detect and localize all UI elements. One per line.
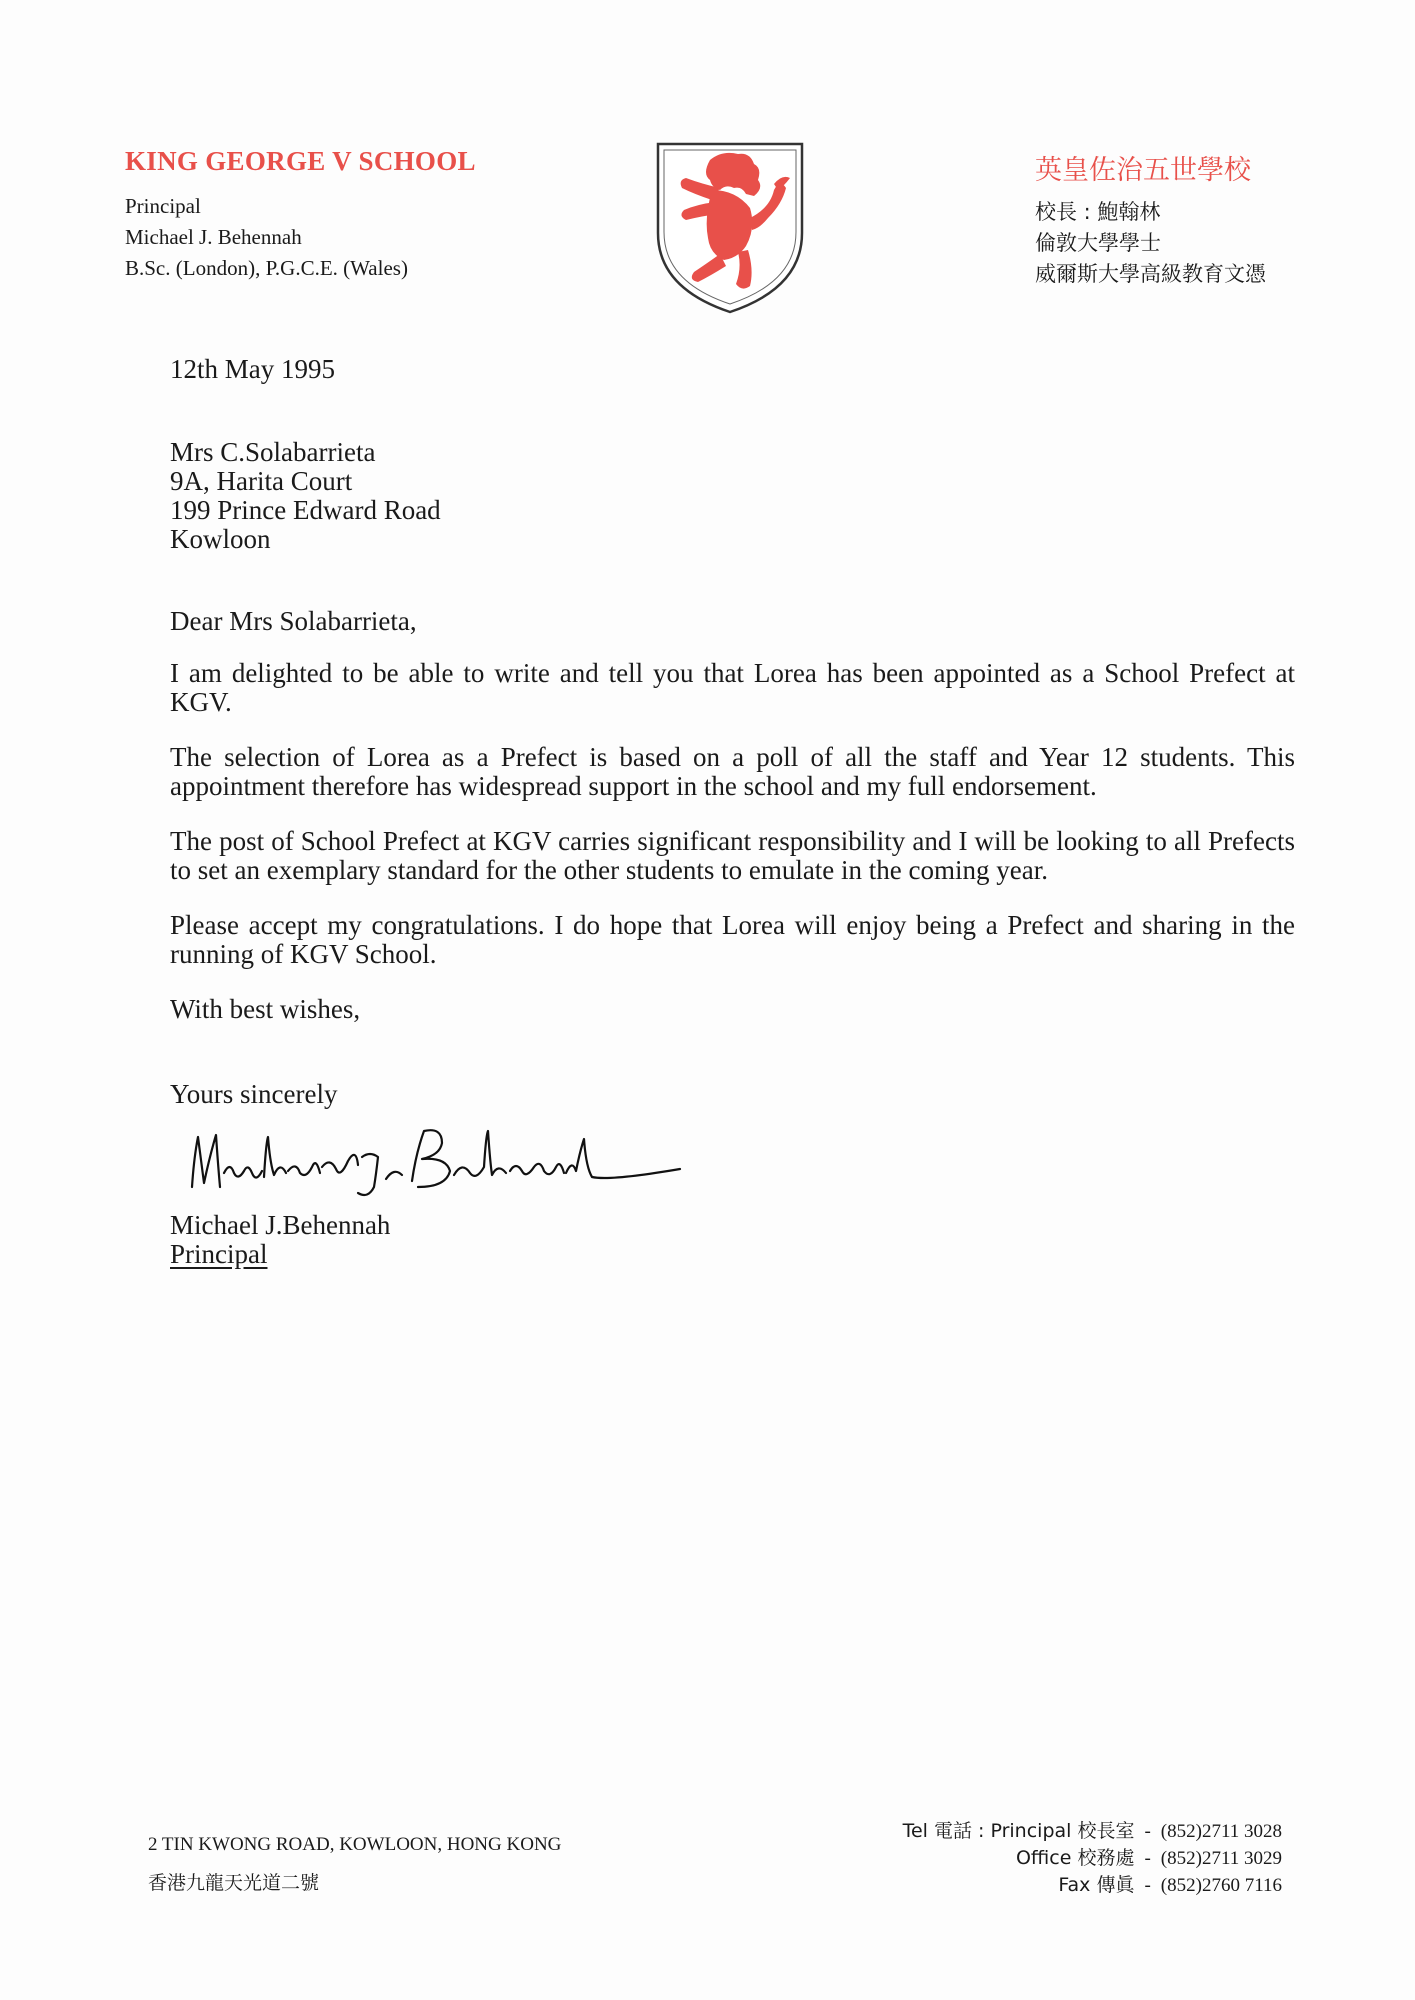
footer-address [148, 1826, 561, 1902]
footer-address-chinese: 香港九龍天光道二號 [148, 1872, 320, 1894]
body-paragraph: I am delighted to be able to write and tell you that Lorea has been appointed as a School Prefect at KGV. [170, 658, 1295, 717]
contact-row-fax: Fax 傳眞 - (852)2760 7116 [1058, 1874, 1282, 1896]
letterhead-chinese [1035, 148, 1335, 290]
contact-label: Office 校務處 [1015, 1847, 1135, 1869]
signoff: Yours sincerely [170, 1079, 338, 1109]
body-paragraph: The selection of Lorea as a Prefect is based on a poll of all the staff and Year 12 students. This appointment therefore has widespread support in the school and my full endorsement. [170, 742, 1295, 801]
letter-date: 12th May 1995 [170, 354, 335, 384]
principal-title: Principal [125, 194, 201, 218]
principal-qualifications: B.Sc. (London), P.G.C.E. (Wales) [125, 256, 408, 280]
principal-name-chinese: 校長 : 鮑翰林 [1035, 200, 1161, 224]
contact-label: Tel 電話 : Principal 校長室 [902, 1820, 1135, 1842]
footer-contacts [903, 1818, 1282, 1899]
principal-name: Michael J. Behennah [125, 225, 302, 249]
body-paragraph: Please accept my congratulations. I do hope that Lorea will enjoy being a Prefect and sharing in the running of KGV School. [170, 910, 1295, 969]
contact-row-office: Office 校務處 - (852)2711 3029 [1015, 1847, 1282, 1869]
contact-row-principal: Tel 電話 : Principal 校長室 - (852)2711 3028 [902, 1820, 1282, 1842]
school-name: KING GEORGE V SCHOOL [125, 146, 476, 176]
school-name-chinese: 英皇佐治五世學校 [1035, 155, 1251, 186]
lion-rampant-shield-icon [650, 138, 810, 318]
contact-label: Fax 傳眞 [1058, 1874, 1135, 1896]
contact-number: (852)2711 3028 [1160, 1821, 1282, 1842]
signatory-title: Principal [170, 1239, 268, 1269]
address-line: 199 Prince Edward Road [170, 495, 441, 525]
address-line: Mrs C.Solabarrieta [170, 437, 376, 467]
qualification-chinese-1: 倫敦大學學士 [1035, 231, 1161, 255]
body-paragraph: The post of School Prefect at KGV carries significant responsibility and I will be looking to all Prefects to set an exemplary standard for the other students to emulate in the coming year. [170, 826, 1295, 885]
address-line: Kowloon [170, 524, 271, 554]
closing-line: With best wishes, [170, 994, 361, 1024]
address-line: 9A, Harita Court [170, 466, 353, 496]
handwritten-signature [180, 1117, 700, 1207]
footer-address-english: 2 TIN KWONG ROAD, KOWLOON, HONG KONG [148, 1834, 562, 1855]
salutation: Dear Mrs Solabarrieta, [170, 606, 417, 636]
letter-body [170, 355, 1295, 1269]
signatory-name: Michael J.Behennah [170, 1210, 391, 1240]
recipient-address [170, 438, 1295, 554]
contact-number: (852)2711 3029 [1160, 1848, 1282, 1869]
qualification-chinese-2: 威爾斯大學高級教育文憑 [1035, 262, 1266, 286]
letterhead-english [125, 146, 545, 284]
contact-number: (852)2760 7116 [1160, 1875, 1282, 1896]
